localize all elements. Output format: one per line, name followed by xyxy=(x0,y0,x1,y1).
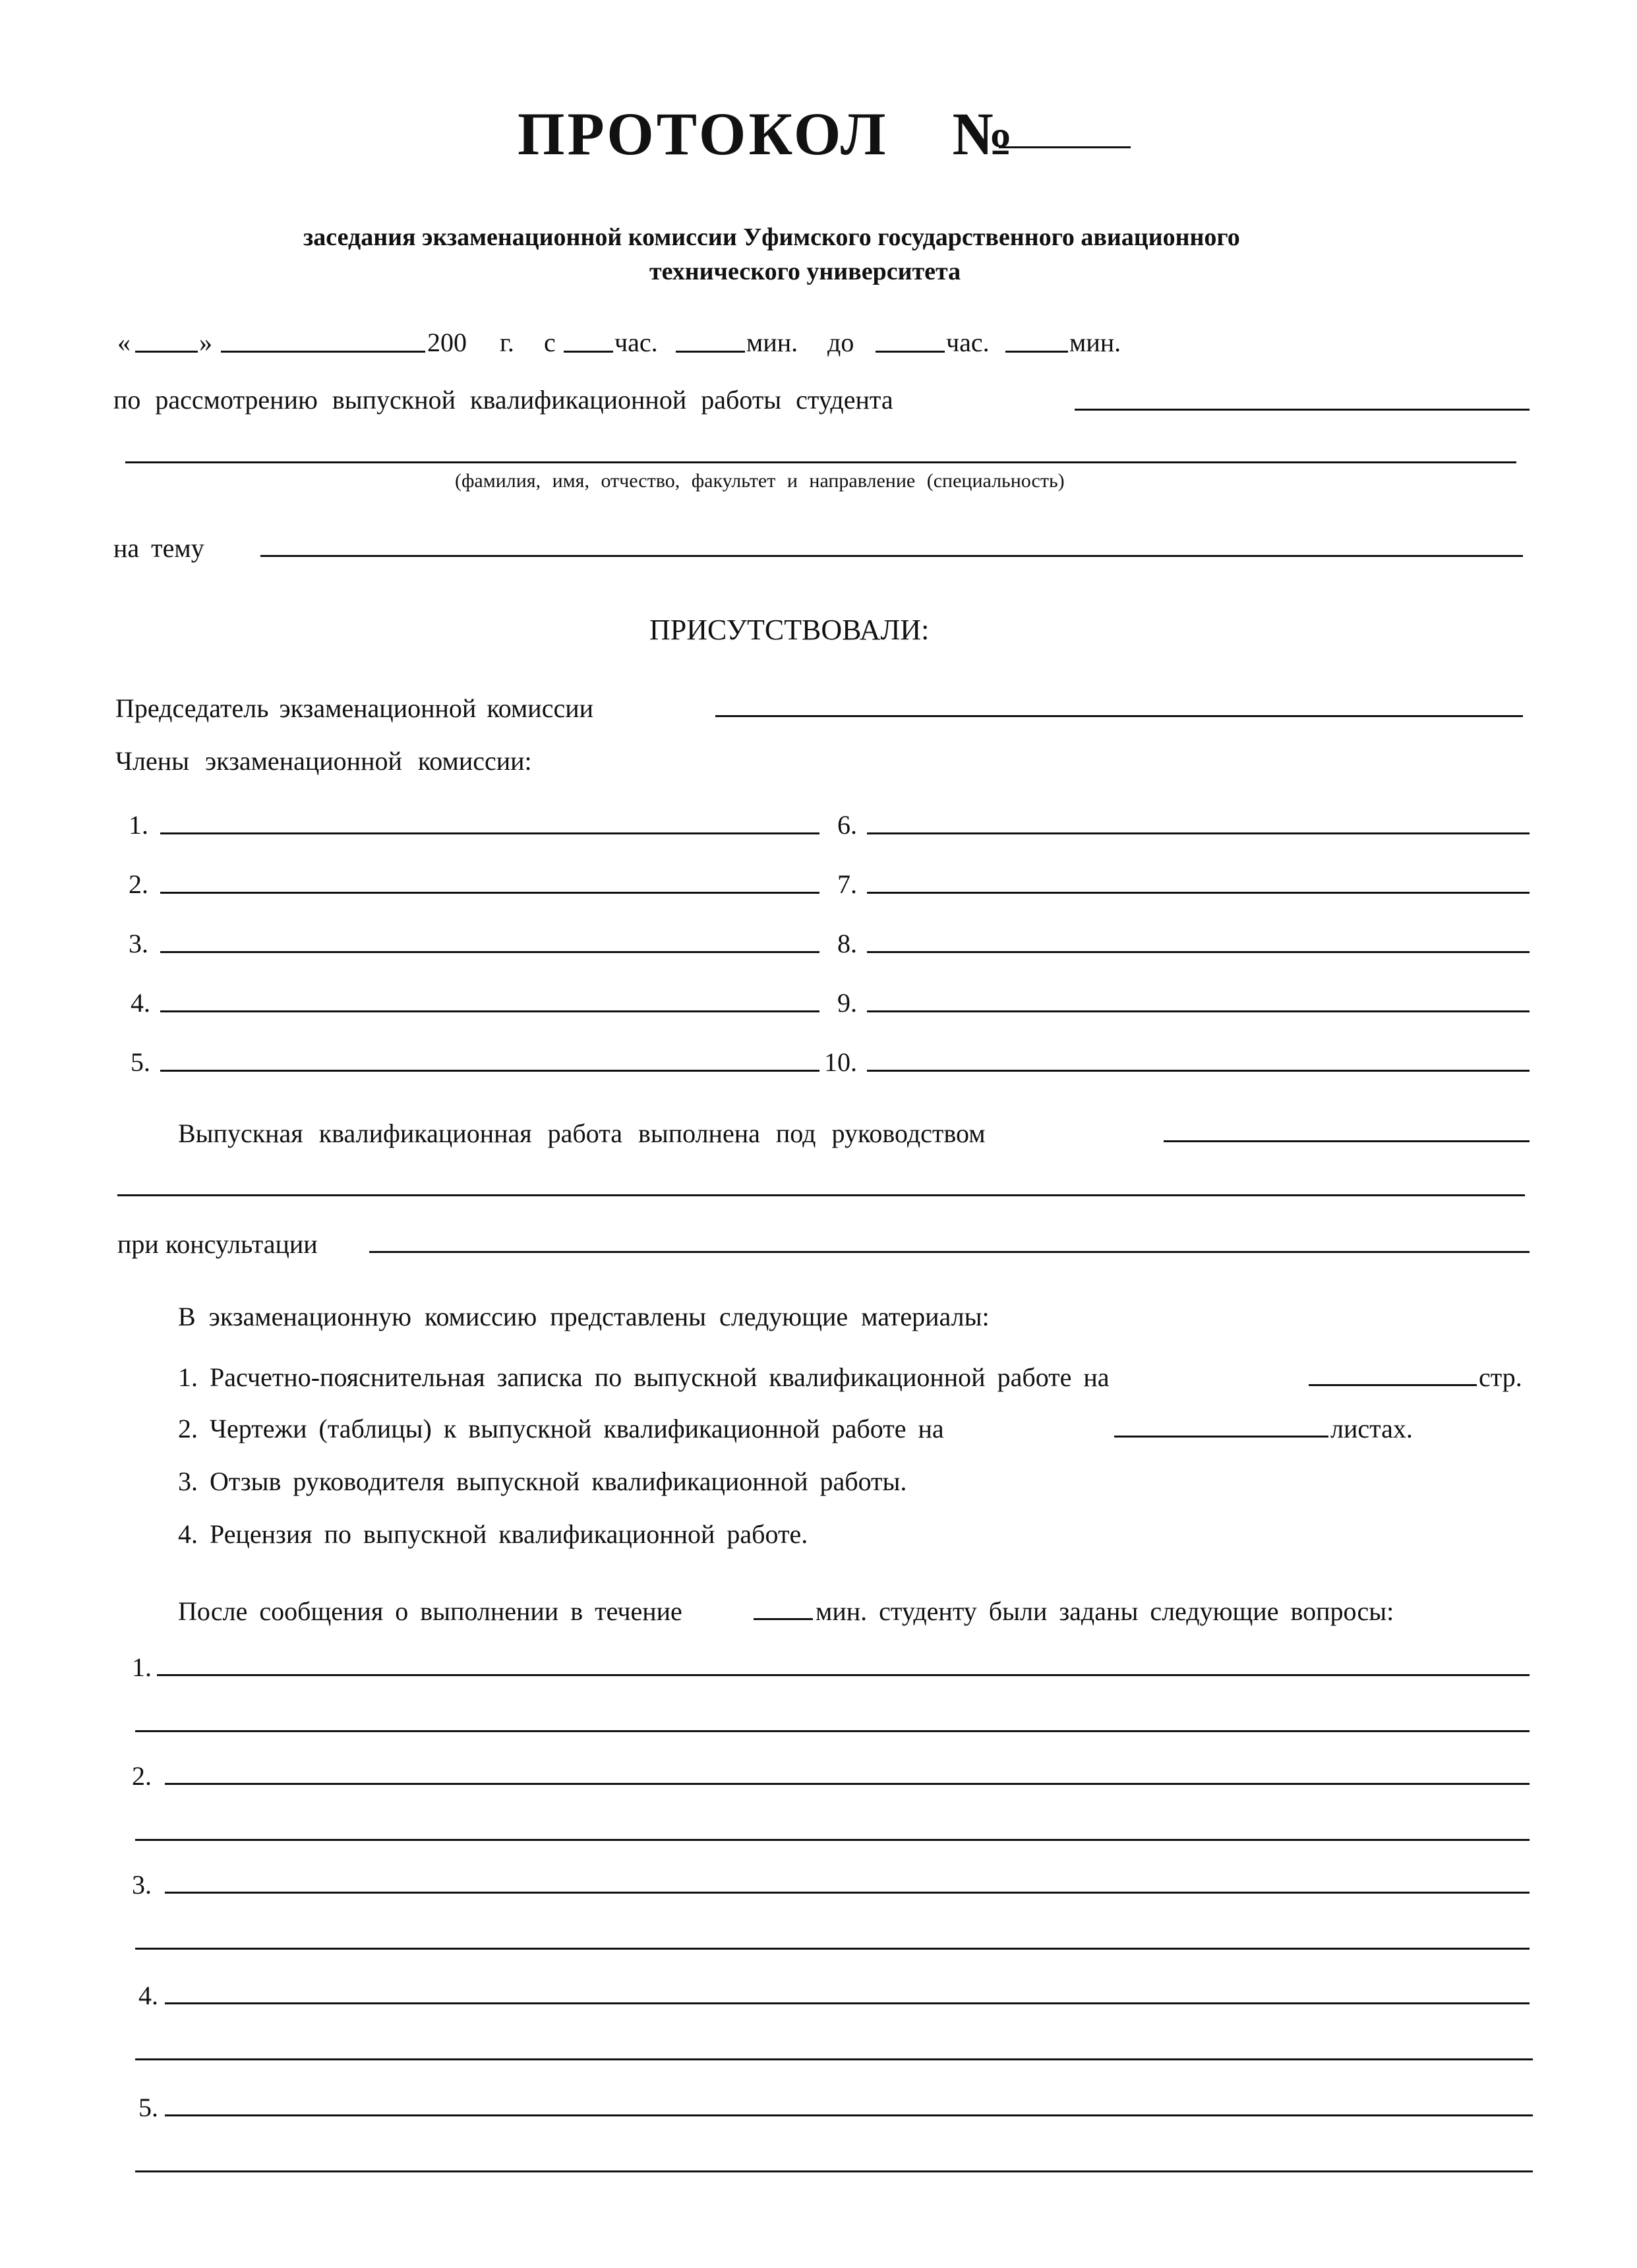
start-minute-label: мин. xyxy=(746,328,798,357)
question-field-continued[interactable] xyxy=(135,1839,1530,1841)
page-title xyxy=(518,99,1016,169)
member-number: 5. xyxy=(131,1047,150,1077)
sheets-count-field[interactable] xyxy=(1114,1436,1328,1438)
end-hour-field[interactable] xyxy=(876,351,945,353)
member-field[interactable] xyxy=(160,892,819,894)
date-quote-open: « xyxy=(117,328,131,357)
question-field[interactable] xyxy=(165,2114,1533,2116)
member-field[interactable] xyxy=(867,1010,1530,1012)
pages-unit: стр. xyxy=(1479,1362,1522,1392)
question-field[interactable] xyxy=(165,1892,1530,1894)
time-from-label: с xyxy=(544,328,556,357)
question-field-continued[interactable] xyxy=(135,1948,1530,1950)
questions-intro-after: мин. студенту были заданы следующие вопросы: xyxy=(816,1596,1394,1626)
question-field-continued[interactable] xyxy=(135,2170,1533,2172)
year-suffix: г. xyxy=(500,328,514,357)
date-quote-close: » xyxy=(199,328,212,357)
question-field-continued[interactable] xyxy=(135,1730,1530,1732)
member-number: 2. xyxy=(129,869,148,899)
topic-label: на тему xyxy=(113,533,204,563)
subtitle-line2: технического университета xyxy=(649,258,961,285)
question-field[interactable] xyxy=(165,1783,1530,1785)
member-number: 7. xyxy=(837,869,857,899)
member-field[interactable] xyxy=(160,832,819,834)
subtitle-line1: заседания экзаменационной комиссии Уфимского государственного авиационного xyxy=(303,223,1240,251)
question-number: 3. xyxy=(132,1870,152,1900)
member-field[interactable] xyxy=(160,1010,819,1012)
end-hour-label: час. xyxy=(946,328,990,357)
materials-intro: В экзаменационную комиссию представлены следующие материалы: xyxy=(178,1302,990,1331)
material-item-2: 2. Чертежи (таблицы) к выпускной квалификационной работе на xyxy=(178,1414,944,1443)
member-number: 8. xyxy=(837,929,857,958)
member-number: 6. xyxy=(837,810,857,840)
question-number: 1. xyxy=(132,1652,152,1682)
number-sign: № xyxy=(952,100,1016,167)
question-field[interactable] xyxy=(165,2002,1530,2004)
sheets-unit: листах. xyxy=(1330,1414,1413,1443)
student-details-hint: (фамилия, имя, отчество, факультет и направление (специальность) xyxy=(455,470,1065,492)
material-item-3: 3. Отзыв руководителя выпускной квалификационной работы. xyxy=(178,1467,907,1496)
topic-field[interactable] xyxy=(260,555,1523,557)
members-label: Члены экзаменационной комиссии: xyxy=(115,746,532,776)
supervisor-field[interactable] xyxy=(1164,1140,1530,1142)
chair-field[interactable] xyxy=(715,715,1523,717)
review-label: по рассмотрению выпускной квалификационной работы студента xyxy=(113,385,893,415)
member-number: 1. xyxy=(129,810,148,840)
student-details-field[interactable] xyxy=(125,461,1516,463)
start-minute-field[interactable] xyxy=(676,351,745,353)
member-number: 9. xyxy=(837,988,857,1018)
member-number: 4. xyxy=(131,988,150,1018)
member-field[interactable] xyxy=(160,951,819,953)
student-field[interactable] xyxy=(1075,409,1530,411)
end-minute-label: мин. xyxy=(1069,328,1121,357)
member-number: 10. xyxy=(824,1047,857,1077)
start-hour-field[interactable] xyxy=(564,351,613,353)
member-field[interactable] xyxy=(867,832,1530,834)
question-number: 2. xyxy=(132,1761,152,1791)
question-field[interactable] xyxy=(157,1674,1530,1676)
end-minute-field[interactable] xyxy=(1005,351,1068,353)
supervisor-field-continued[interactable] xyxy=(117,1194,1525,1196)
year-prefix: 200 xyxy=(427,328,467,357)
chair-label: Председатель экзаменационной комиссии xyxy=(115,693,594,723)
consultation-field[interactable] xyxy=(369,1251,1530,1253)
supervisor-label: Выпускная квалификационная работа выполнена под руководством xyxy=(178,1119,986,1148)
day-field[interactable] xyxy=(135,351,198,353)
start-hour-label: час. xyxy=(614,328,658,357)
member-field[interactable] xyxy=(867,1070,1530,1072)
question-number: 5. xyxy=(138,2093,158,2122)
protocol-number-field[interactable] xyxy=(999,146,1131,148)
questions-intro-before: После сообщения о выполнении в течение xyxy=(178,1596,682,1626)
time-to-label: до xyxy=(827,328,854,357)
pages-count-field[interactable] xyxy=(1309,1384,1477,1386)
title-text: ПРОТОКОЛ xyxy=(518,100,889,167)
report-duration-field[interactable] xyxy=(754,1618,813,1620)
consultation-label: при консультации xyxy=(117,1229,318,1259)
member-number: 3. xyxy=(129,929,148,958)
member-field[interactable] xyxy=(867,892,1530,894)
member-field[interactable] xyxy=(867,951,1530,953)
member-field[interactable] xyxy=(160,1070,819,1072)
question-field-continued[interactable] xyxy=(135,2058,1533,2060)
material-item-4: 4. Рецензия по выпускной квалификационной работе. xyxy=(178,1519,808,1549)
present-heading: ПРИСУТСТВОВАЛИ: xyxy=(649,614,930,646)
month-field[interactable] xyxy=(221,351,425,353)
material-item-1: 1. Расчетно-пояснительная записка по выпускной квалификационной работе на xyxy=(178,1362,1110,1392)
question-number: 4. xyxy=(138,1981,158,2010)
